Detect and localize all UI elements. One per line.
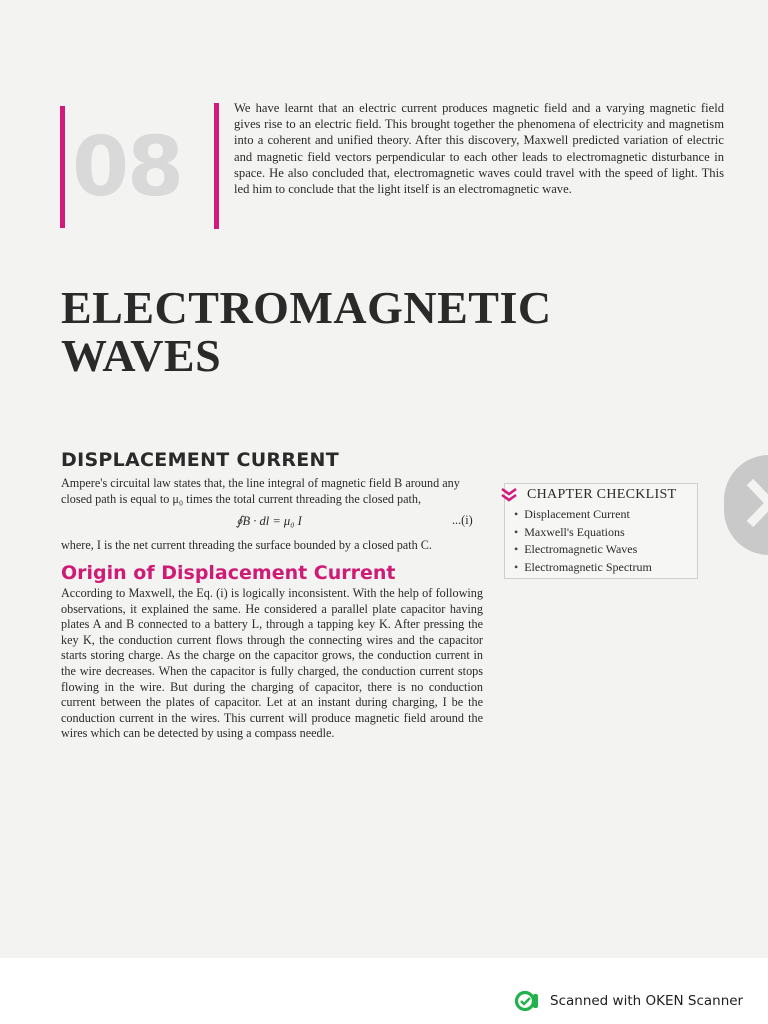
double-chevron-down-icon	[500, 487, 518, 503]
equation: ∮B · dl = μ₀ I	[236, 514, 302, 528]
section-heading: DISPLACEMENT CURRENT	[61, 449, 340, 471]
section-paragraph-3: According to Maxwell, the Eq. (i) is logically inconsistent. With the help of following observations, it explained the same. He considered a parallel plate capacitor having plates A and B connected to a battery L, through a tapping key K. After pressing the key K, the conduction current flows through the connecting wires and the capacitor starts storing charge. As the charge on the capacitor grows, the conduction current in the wire decreases. When the capacitor is fully charged, the conduction current stops flowing in the wire. But during the charging of capacitor, there is no conduction current between the plates of capacitor. Let at an instant during charging, I be the conduction current in the wires. This current will produce magnetic field around the wires which can be detected by using a compass needle.	[61, 586, 483, 741]
checklist-title: CHAPTER CHECKLIST	[527, 487, 677, 502]
chevron-right-icon	[746, 478, 768, 528]
equation-number: ...(i)	[452, 513, 473, 527]
checklist-item: • Displacement Current	[514, 506, 652, 524]
checklist-items	[514, 506, 652, 576]
checklist-item: • Maxwell's Equations	[514, 524, 652, 542]
scanner-watermark	[514, 990, 743, 1012]
chapter-bar-left	[60, 106, 65, 228]
section-paragraph-2: where, I is the net current threading the surface bounded by a closed path C.	[61, 538, 432, 552]
chapter-title-line2: WAVES	[61, 330, 222, 381]
chapter-title-line1: ELECTROMAGNETIC	[61, 282, 552, 333]
checklist-item: • Electromagnetic Spectrum	[514, 559, 652, 577]
section-paragraph-1: Ampere's circuital law states that, the line integral of magnetic field B around any closed path is equal to μ₀ times the total current threading the closed path,	[61, 476, 460, 506]
scanner-logo-icon	[514, 990, 540, 1012]
section-subheading: Origin of Displacement Current	[61, 562, 396, 584]
chapter-intro: We have learnt that an electric current produces magnetic field and a varying magnetic field gives rise to an electric field. This brought together the phenomena of electricity and magnetism into a coherent and unified theory. After this discovery, Maxwell predicted variation of electric and magnetic field vectors perpendicular to each other leads to electromagnetic disturbance in space. He also concluded that, electromagnetic waves could travel with the speed of light. This led him to conclude that the light itself is an electromagnetic wave.	[234, 101, 724, 197]
chapter-title	[61, 284, 581, 380]
checklist-item: • Electromagnetic Waves	[514, 541, 652, 559]
chapter-bar-right	[214, 103, 219, 229]
chapter-number: 08	[72, 120, 183, 215]
scanner-text: Scanned with OKEN Scanner	[550, 993, 744, 1009]
